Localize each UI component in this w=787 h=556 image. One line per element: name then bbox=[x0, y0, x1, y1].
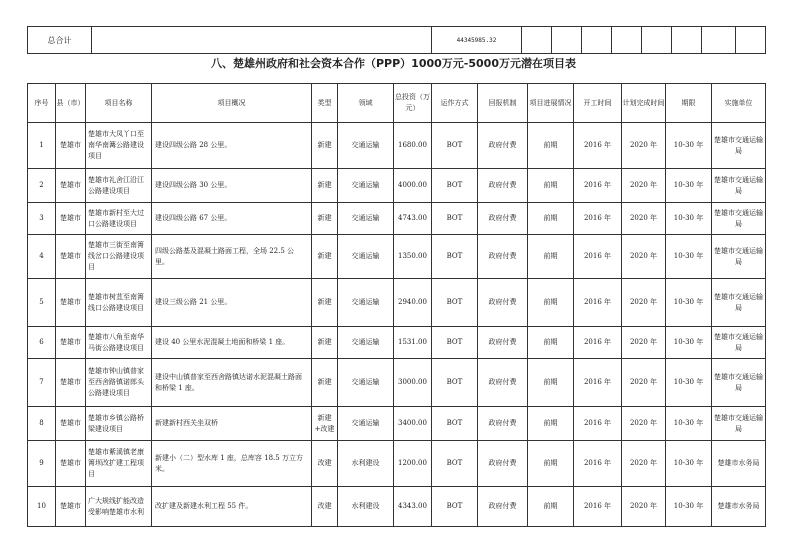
cell-desc: 改扩建及新建水利工程 55 件。 bbox=[152, 487, 312, 527]
cell-progress: 前期 bbox=[528, 169, 574, 203]
cell-term: 10-30 年 bbox=[666, 123, 712, 169]
cell-end: 2020 年 bbox=[622, 203, 666, 235]
cell-no: 7 bbox=[28, 359, 56, 407]
cell-invest: 1680.00 bbox=[394, 123, 432, 169]
cell-mode: BOT bbox=[432, 235, 478, 279]
cell-invest: 4743.00 bbox=[394, 203, 432, 235]
cell-progress: 前期 bbox=[528, 235, 574, 279]
cell-no: 9 bbox=[28, 441, 56, 487]
cell-county: 楚雄市 bbox=[56, 235, 86, 279]
table-title: 八、楚雄州政府和社会资本合作（PPP）1000万元-5000万元潜在项目表 bbox=[211, 57, 576, 70]
table-row bbox=[28, 487, 766, 527]
cell-unit: 楚雄市水务局 bbox=[712, 441, 766, 487]
cell-name: 楚雄市紫溪镇老康箐坝改扩建工程项目 bbox=[86, 441, 152, 487]
cell-start: 2016 年 bbox=[574, 169, 622, 203]
cell-return: 政府付费 bbox=[478, 327, 528, 359]
cell-unit: 楚雄市水务局 bbox=[712, 487, 766, 527]
cell-type: 新建 bbox=[312, 327, 338, 359]
cell-progress: 前期 bbox=[528, 327, 574, 359]
cell-invest: 3400.00 bbox=[394, 407, 432, 441]
cell-field: 交通运输 bbox=[338, 327, 394, 359]
cell-county: 楚雄市 bbox=[56, 441, 86, 487]
cell-start: 2016 年 bbox=[574, 123, 622, 169]
cell-county: 楚雄市 bbox=[56, 203, 86, 235]
cell-start: 2016 年 bbox=[574, 203, 622, 235]
cell-progress: 前期 bbox=[528, 279, 574, 327]
cell-start: 2016 年 bbox=[574, 487, 622, 527]
cell-invest: 4343.00 bbox=[394, 487, 432, 527]
cell-type: 新建+改建 bbox=[312, 407, 338, 441]
cell-invest: 1531.00 bbox=[394, 327, 432, 359]
total-value: 44345985.32 bbox=[432, 27, 522, 54]
cell-type: 新建 bbox=[312, 359, 338, 407]
cell-county: 楚雄市 bbox=[56, 407, 86, 441]
cell-desc: 建设四级公路 28 公里。 bbox=[152, 123, 312, 169]
cell-desc: 建设四级公路 30 公里。 bbox=[152, 169, 312, 203]
cell-field: 交通运输 bbox=[338, 203, 394, 235]
cell-mode: BOT bbox=[432, 359, 478, 407]
cell-end: 2020 年 bbox=[622, 359, 666, 407]
cell-term: 10-30 年 bbox=[666, 359, 712, 407]
cell-return: 政府付费 bbox=[478, 169, 528, 203]
header-cell: 实施单位 bbox=[712, 84, 766, 123]
cell-field: 交通运输 bbox=[338, 169, 394, 203]
cell-no: 2 bbox=[28, 169, 56, 203]
cell-name: 楚雄市礼舍江沿江公路建设项目 bbox=[86, 169, 152, 203]
cell-term: 10-30 年 bbox=[666, 441, 712, 487]
cell-progress: 前期 bbox=[528, 487, 574, 527]
table-row bbox=[28, 203, 766, 235]
cell-name: 楚雄市新村至大过口公路建设项目 bbox=[86, 203, 152, 235]
cell-unit: 楚雄市交通运输局 bbox=[712, 407, 766, 441]
cell-county: 楚雄市 bbox=[56, 123, 86, 169]
cell-mode: BOT bbox=[432, 487, 478, 527]
cell-start: 2016 年 bbox=[574, 407, 622, 441]
cell-progress: 前期 bbox=[528, 441, 574, 487]
cell-name: 广大规线扩能改造受影响楚雄市水利 bbox=[86, 487, 152, 527]
header-cell: 回报机制 bbox=[478, 84, 528, 123]
header-cell: 领域 bbox=[338, 84, 394, 123]
cell-name: 楚雄市乡镇公路桥梁建设项目 bbox=[86, 407, 152, 441]
cell-unit: 楚雄市交通运输局 bbox=[712, 169, 766, 203]
table-row bbox=[28, 169, 766, 203]
cell-no: 8 bbox=[28, 407, 56, 441]
cell-field: 水利建设 bbox=[338, 441, 394, 487]
header-cell: 运作方式 bbox=[432, 84, 478, 123]
cell-start: 2016 年 bbox=[574, 235, 622, 279]
cell-progress: 前期 bbox=[528, 123, 574, 169]
table-row bbox=[28, 235, 766, 279]
total-label: 总合计 bbox=[28, 27, 92, 54]
header-cell: 县（市） bbox=[56, 84, 86, 123]
cell-return: 政府付费 bbox=[478, 487, 528, 527]
cell-mode: BOT bbox=[432, 407, 478, 441]
cell-end: 2020 年 bbox=[622, 407, 666, 441]
table-row bbox=[28, 123, 766, 169]
cell-progress: 前期 bbox=[528, 203, 574, 235]
cell-desc: 建设三级公路 21 公里。 bbox=[152, 279, 312, 327]
cell-term: 10-30 年 bbox=[666, 327, 712, 359]
cell-field: 水利建设 bbox=[338, 487, 394, 527]
cell-type: 新建 bbox=[312, 169, 338, 203]
cell-desc: 建设四级公路 67 公里。 bbox=[152, 203, 312, 235]
cell-no: 1 bbox=[28, 123, 56, 169]
cell-name: 楚雄市钟山镇普家至西舍路镇诺郎头公路建设项目 bbox=[86, 359, 152, 407]
cell-start: 2016 年 bbox=[574, 359, 622, 407]
cell-progress: 前期 bbox=[528, 359, 574, 407]
header-cell: 项目概况 bbox=[152, 84, 312, 123]
cell-term: 10-30 年 bbox=[666, 203, 712, 235]
cell-county: 楚雄市 bbox=[56, 327, 86, 359]
cell-end: 2020 年 bbox=[622, 487, 666, 527]
cell-invest: 2940.00 bbox=[394, 279, 432, 327]
cell-end: 2020 年 bbox=[622, 123, 666, 169]
table-row bbox=[28, 407, 766, 441]
cell-term: 10-30 年 bbox=[666, 279, 712, 327]
cell-return: 政府付费 bbox=[478, 203, 528, 235]
cell-end: 2020 年 bbox=[622, 279, 666, 327]
cell-name: 楚雄市大凤丫口至南华南篝公路建设项目 bbox=[86, 123, 152, 169]
cell-county: 楚雄市 bbox=[56, 359, 86, 407]
cell-return: 政府付费 bbox=[478, 279, 528, 327]
cell-mode: BOT bbox=[432, 441, 478, 487]
cell-unit: 楚雄市交通运输局 bbox=[712, 279, 766, 327]
cell-type: 新建 bbox=[312, 123, 338, 169]
table-row bbox=[28, 327, 766, 359]
cell-start: 2016 年 bbox=[574, 279, 622, 327]
cell-unit: 楚雄市交通运输局 bbox=[712, 359, 766, 407]
cell-unit: 楚雄市交通运输局 bbox=[712, 327, 766, 359]
cell-no: 4 bbox=[28, 235, 56, 279]
cell-no: 5 bbox=[28, 279, 56, 327]
header-row bbox=[28, 84, 766, 123]
cell-unit: 楚雄市交通运输局 bbox=[712, 203, 766, 235]
cell-end: 2020 年 bbox=[622, 169, 666, 203]
header-cell: 期限 bbox=[666, 84, 712, 123]
header-cell: 项目名称 bbox=[86, 84, 152, 123]
cell-county: 楚雄市 bbox=[56, 169, 86, 203]
cell-unit: 楚雄市交通运输局 bbox=[712, 235, 766, 279]
header-cell: 计划完成时间 bbox=[622, 84, 666, 123]
cell-invest: 3000.00 bbox=[394, 359, 432, 407]
cell-desc: 建设 40 公里水泥混凝土地面和桥梁 1 座。 bbox=[152, 327, 312, 359]
cell-invest: 1200.00 bbox=[394, 441, 432, 487]
cell-mode: BOT bbox=[432, 327, 478, 359]
cell-invest: 1350.00 bbox=[394, 235, 432, 279]
header-cell: 总投资（万元） bbox=[394, 84, 432, 123]
cell-end: 2020 年 bbox=[622, 441, 666, 487]
cell-start: 2016 年 bbox=[574, 327, 622, 359]
cell-type: 新建 bbox=[312, 235, 338, 279]
cell-desc: 新建新村西关坐双桥 bbox=[152, 407, 312, 441]
cell-field: 交通运输 bbox=[338, 235, 394, 279]
cell-return: 政府付费 bbox=[478, 441, 528, 487]
header-cell: 序号 bbox=[28, 84, 56, 123]
cell-type: 改建 bbox=[312, 441, 338, 487]
table-row bbox=[28, 359, 766, 407]
cell-term: 10-30 年 bbox=[666, 235, 712, 279]
cell-mode: BOT bbox=[432, 123, 478, 169]
cell-unit: 楚雄市交通运输局 bbox=[712, 123, 766, 169]
cell-return: 政府付费 bbox=[478, 235, 528, 279]
cell-progress: 前期 bbox=[528, 407, 574, 441]
cell-invest: 4000.00 bbox=[394, 169, 432, 203]
total-table bbox=[27, 26, 766, 54]
cell-return: 政府付费 bbox=[478, 123, 528, 169]
cell-field: 交通运输 bbox=[338, 123, 394, 169]
header-cell: 项目进展情况 bbox=[528, 84, 574, 123]
cell-field: 交通运输 bbox=[338, 279, 394, 327]
cell-name: 楚雄市三街至南箐线岔口公路建设项目 bbox=[86, 235, 152, 279]
cell-mode: BOT bbox=[432, 279, 478, 327]
cell-name: 楚雄市树苴至南箐线口公路建设项目 bbox=[86, 279, 152, 327]
cell-field: 交通运输 bbox=[338, 359, 394, 407]
cell-end: 2020 年 bbox=[622, 327, 666, 359]
cell-return: 政府付费 bbox=[478, 407, 528, 441]
cell-mode: BOT bbox=[432, 203, 478, 235]
table-row bbox=[28, 279, 766, 327]
cell-term: 10-30 年 bbox=[666, 487, 712, 527]
cell-mode: BOT bbox=[432, 169, 478, 203]
header-cell: 类型 bbox=[312, 84, 338, 123]
header-cell: 开工时间 bbox=[574, 84, 622, 123]
table-row bbox=[28, 441, 766, 487]
cell-end: 2020 年 bbox=[622, 235, 666, 279]
cell-type: 新建 bbox=[312, 279, 338, 327]
cell-start: 2016 年 bbox=[574, 441, 622, 487]
cell-desc: 新建小（二）型水库 1 座，总库容 18.5 万立方米。 bbox=[152, 441, 312, 487]
cell-type: 新建 bbox=[312, 203, 338, 235]
cell-name: 楚雄市八角至南华马街公路建设项目 bbox=[86, 327, 152, 359]
project-table bbox=[27, 83, 766, 527]
cell-county: 楚雄市 bbox=[56, 279, 86, 327]
cell-no: 6 bbox=[28, 327, 56, 359]
cell-field: 交通运输 bbox=[338, 407, 394, 441]
cell-no: 3 bbox=[28, 203, 56, 235]
cell-desc: 建设中山镇普家至西舍路镇达诺水泥混凝土路面和桥梁 1 座。 bbox=[152, 359, 312, 407]
cell-term: 10-30 年 bbox=[666, 407, 712, 441]
cell-term: 10-30 年 bbox=[666, 169, 712, 203]
cell-return: 政府付费 bbox=[478, 359, 528, 407]
cell-no: 10 bbox=[28, 487, 56, 527]
cell-type: 改建 bbox=[312, 487, 338, 527]
cell-county: 楚雄市 bbox=[56, 487, 86, 527]
cell-desc: 四级公路基及混凝土路面工程，全场 22.5 公里。 bbox=[152, 235, 312, 279]
